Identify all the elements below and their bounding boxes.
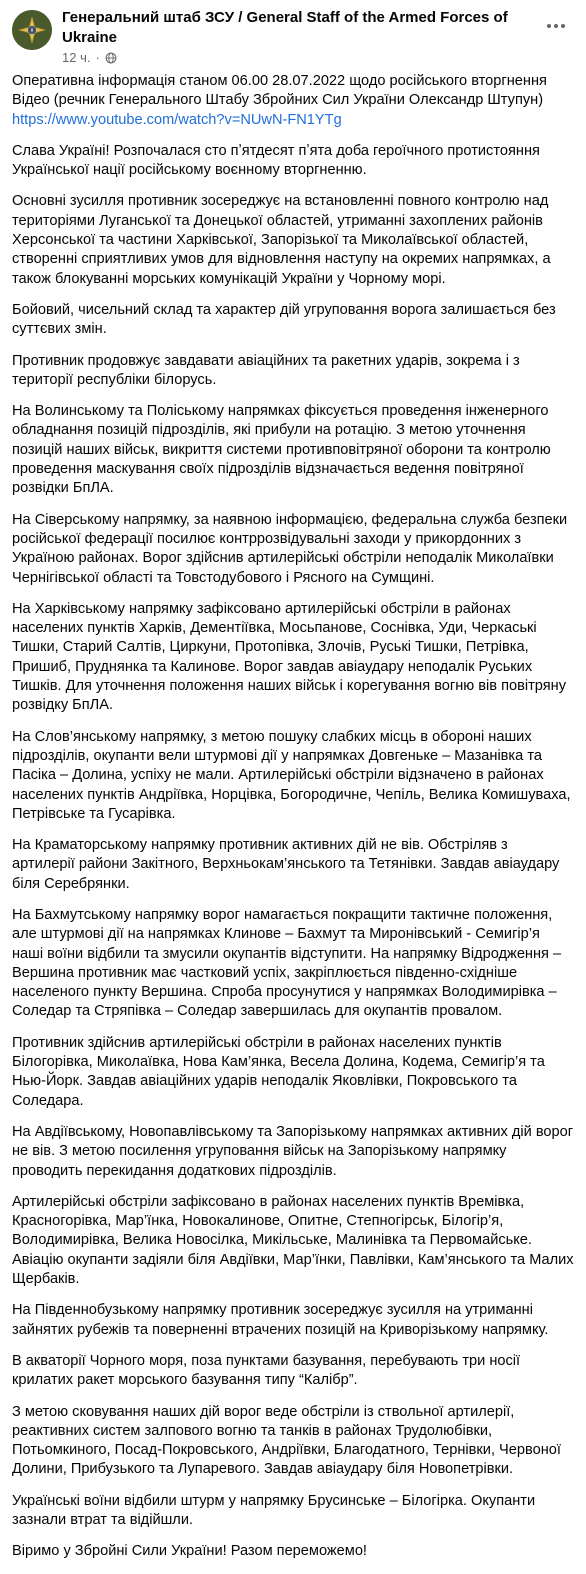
post-paragraph: Основні зусилля противник зосереджує на встановленні повного контролю над територіями Луганської та Донецької областей, утриманні захоплених районів Херсонської та частини Харківської, Запорізької та Миколаївської областей, створенні сприятливих умов для відновлення наступу на окремих напрямках, а також блокуванні морських комунікацій України у Чорному морі. bbox=[12, 193, 551, 287]
post-paragraph: На Сіверському напрямку, за наявною інформацією, федеральна служба безпеки російської федерації посилює контррозвідувальні заходи у прикордонних з Україною районах. Ворог здійснив артилерійські обстріли неподалік Миколаївки Чернігівської області та Товстодубового і Рясного на Сумщині. bbox=[12, 511, 568, 586]
post-paragraph: Бойовий, чисельний склад та характер дій угруповання ворога залишається без суттєвих змін. bbox=[12, 301, 556, 338]
post-paragraph: На Авдіївському, Новопавлівському та Запорізькому напрямках активних дій ворог не вів. З метою посилення угруповання військ на Запорізькому напрямку проводить перекидання додаткових підрозділів. bbox=[12, 1123, 574, 1179]
post-paragraph: Артилерійські обстріли зафіксовано в районах населених пунктів Времівка, Красногорівка, Мар’їнка, Новокалинове, Опитне, Степногірськ, Білогір’я, Володимирівка, Велика Новосілка, Микільське, Малинівка та Первомайське. Авіацію окупанти задіяли біля Авдіївки, Мар’їнки, Павлівки, Кам’янського та Малих Щербаків. bbox=[12, 1193, 574, 1288]
post-body bbox=[12, 72, 574, 1574]
post-paragraph: На Бахмутському напрямку ворог намагається покращити тактичне положення, але штурмові дії на напрямках Клинове – Бахмут та Миронівський - Семигір’я наші воїни відбили та змусили окупантів відступити. На напрямку Відродження – Вершина противник має частковий успіх, закріплюється південно-східніше населеного пункту Вершина. Спроба просунутися у напрямках Володимирівка – Соледар та Стряпівка – Соледар завершилась для окупантів провалом. bbox=[12, 906, 562, 1020]
more-options-button[interactable] bbox=[538, 14, 574, 38]
post-paragraph bbox=[12, 72, 574, 130]
globe-icon bbox=[105, 52, 117, 64]
video-link[interactable]: https://www.youtube.com/watch?v=NUwN-FN1YTg bbox=[12, 111, 342, 128]
post-paragraph: На Південнобузькому напрямку противник зосереджує зусилля на утриманні зайнятих рубежів та поверненні втрачених позицій на Криворізькому напрямку. bbox=[12, 1302, 549, 1338]
post-paragraph: Противник продовжує завдавати авіаційних та ракетних ударів, зокрема і з території республіки білорусь. bbox=[12, 352, 520, 388]
post-paragraph-text: Оперативна інформація станом 06.00 28.07.2022 щодо російського вторгнення Відео (речник Генерального Штабу Збройних Сил України Олександр Штупун) bbox=[12, 73, 547, 109]
separator-dot: · bbox=[95, 50, 100, 65]
page-avatar[interactable] bbox=[12, 10, 52, 50]
post-paragraph: На Краматорському напрямку противник активних дій не вів. Обстріляв з артилерії райони Закітного, Верхньокам’янського та Тетянівки. Завдав авіаудару біля Серебрянки. bbox=[12, 837, 560, 892]
post-paragraph: На Харківському напрямку зафіксовано артилерійські обстріли в районах населених пунктів Харків, Дементіївка, Мосьпанове, Соснівка, Уди, Черкаські Тишки, Старий Салтів, Циркуни, Протопівка, Злочів, Руські Тишки, Петрівка, Пришиб, Пруднянка та Калинове. Ворог завдав авіаудару неподалік Руських Тишків. Для уточнення положення наших військ і корегування вогню вів повітряну розвідку БпЛА. bbox=[12, 600, 566, 714]
post-meta bbox=[62, 50, 117, 66]
post-author[interactable]: Генеральний штаб ЗСУ / General Staff of the Armed Forces of Ukraine bbox=[62, 9, 508, 46]
more-dot-icon bbox=[561, 24, 565, 28]
more-dot-icon bbox=[547, 24, 551, 28]
post-paragraph: На Слов’янському напрямку, з метою пошуку слабких місць в обороні наших підрозділів, окупанти вели штурмові дії у напрямках Довгеньке – Мазанівка та Пасіка – Долина, успіху не мали. Артилерійські обстріли відзначено в районах населених пунктів Андріївка, Норцівка, Богородичне, Чепіль, Велика Комишуваха, Петрівське та Гусарівка. bbox=[12, 728, 571, 822]
post-header bbox=[12, 8, 574, 64]
more-dot-icon bbox=[554, 24, 558, 28]
general-staff-emblem-icon bbox=[12, 10, 52, 50]
post-paragraph: Слава Україні! Розпочалася сто пʼятдесят пʼята доба героїчного протистояння Української нації російському воєнному вторгненню. bbox=[12, 142, 540, 179]
post-paragraph: Українські воїни відбили штурм у напрямку Брусинське – Білогірка. Окупанти зазнали втрат та відійшли. bbox=[12, 1492, 536, 1528]
post-time[interactable]: 12 ч. bbox=[62, 50, 91, 65]
post-paragraph: Віримо у Збройні Сили України! Разом переможемо! bbox=[12, 1543, 367, 1560]
post-paragraph: Противник здійснив артилерійські обстріли в районах населених пунктів Білогорівка, Миколаївка, Нова Кам’янка, Весела Долина, Кодема, Семигір’я та Нью-Йорк. Завдав авіаційних ударів неподалік Яковлівки, Покровського та Соледара. bbox=[12, 1034, 545, 1109]
post-paragraph: З метою сковування наших дій ворог веде обстріли із ствольної артилерії, реактивних систем залпового вогню та танків в районах Трудолюбівки, Потьомкиного, Посад-Покровського, Андріївки, Благодатного, Тернівки, Червоної Долини, Прибузького та Лупаревого. Завдав авіаудару біля Новопетрівки. bbox=[12, 1403, 561, 1478]
post-paragraph: В акваторії Чорного моря, поза пунктами базування, перебувають три носії крилатих ракет морського базування типу “Калібр”. bbox=[12, 1352, 521, 1389]
post-paragraph: На Волинському та Поліському напрямках фіксується проведення інженерного обладнання позицій підрозділів, які прибули на ротацію. З метою уточнення позицій наших військ, викриття системи противповітряної оборони та контролю проведення маскування своїх підрозділів відзначається ведення повітряної розвідки БпЛА. bbox=[12, 403, 551, 497]
